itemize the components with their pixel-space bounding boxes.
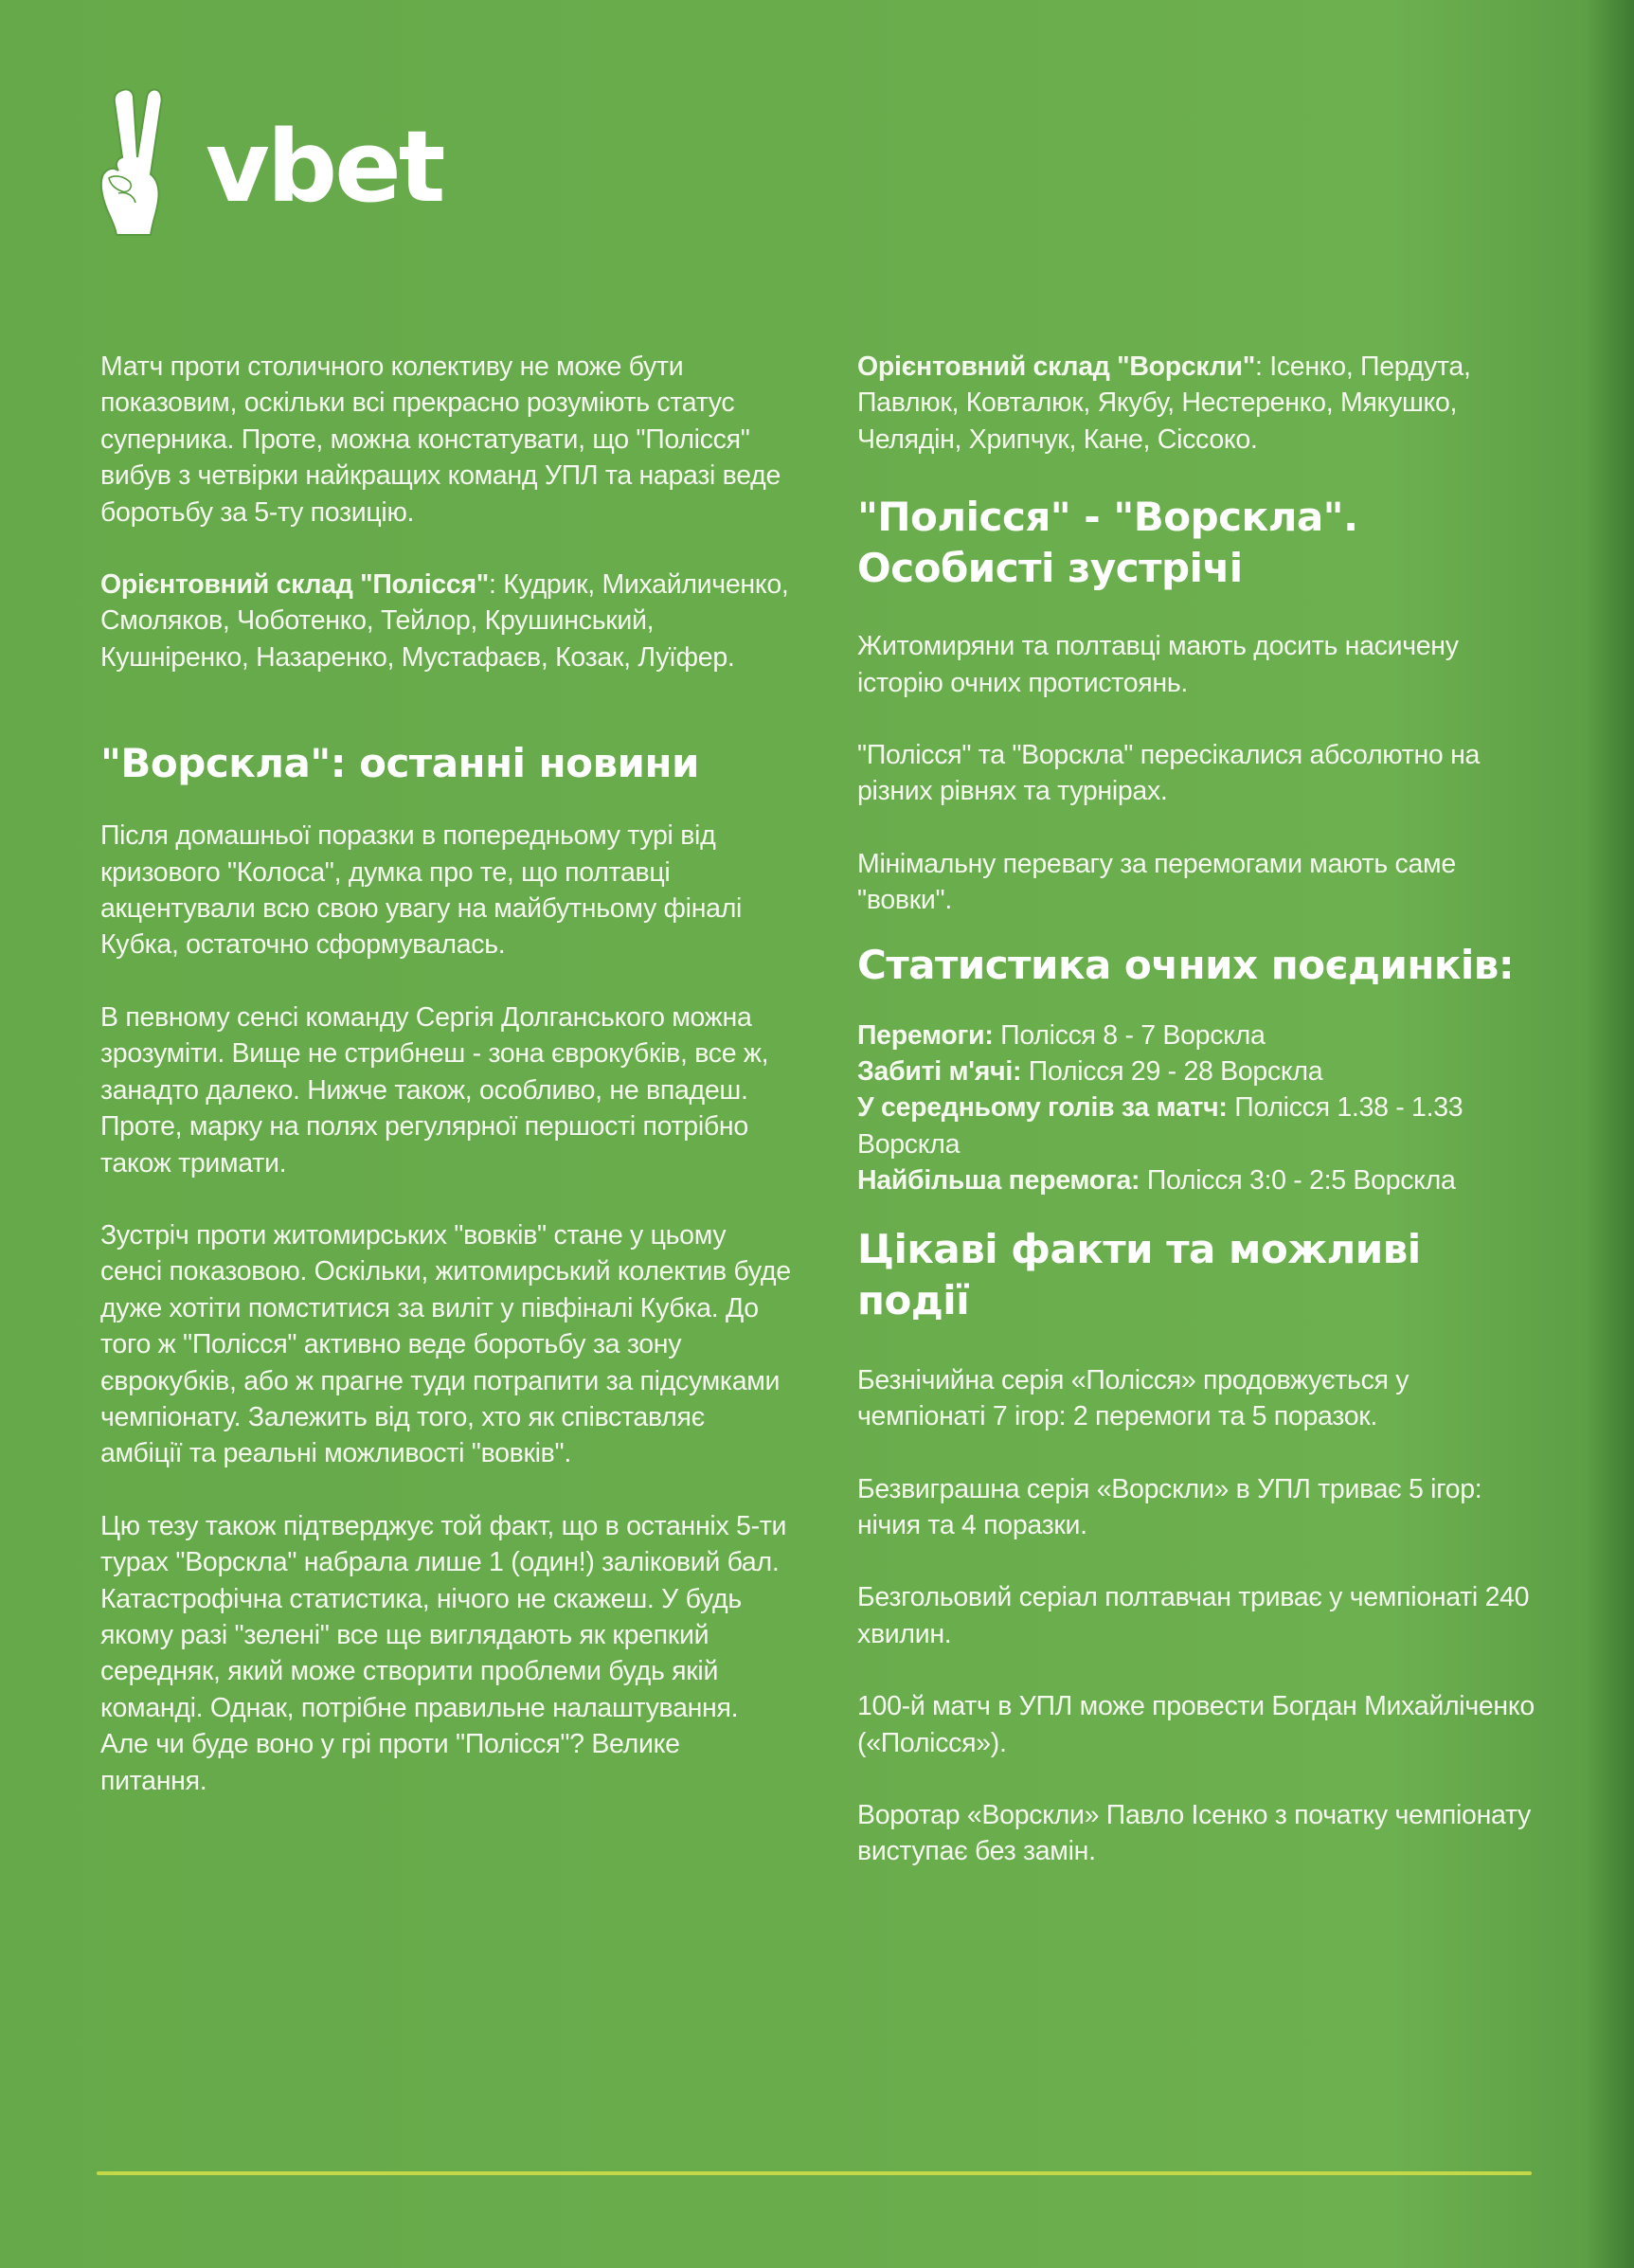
stat-row: [857, 1017, 1539, 1053]
stat-label: Найбільша перемога:: [857, 1165, 1140, 1197]
vbet-wordmark: vbet: [206, 109, 443, 225]
stats-heading: Статистика очних поєдинків:: [857, 941, 1515, 988]
fact-item: Безнічийна серія «Полісся» продовжується у чемпіонаті 7 ігор: 2 перемоги та 5 поразок.: [857, 1364, 1410, 1432]
victory-hand-icon: [99, 83, 177, 244]
news-paragraph: Після домашньої поразки в попередньому турі від кризового "Колоса", думка про те, що полтавці акцентували всю свою увагу на майбутньому фіналі Кубка, остаточно сформувалась.: [100, 820, 743, 961]
vorskla-news-heading: "Ворскла": останні новини: [100, 740, 699, 787]
stat-label: У середньому голів за матч:: [857, 1092, 1228, 1124]
stats-list: [857, 1017, 1539, 1199]
fact-item: 100-й матч в УПЛ може провести Богдан Михайліченко («Полісся»).: [857, 1691, 1535, 1758]
vorskla-lineup-players: : Ісенко, Пердута, Павлюк, Ковталюк, Якубу, Нестеренко, Мякушко, Челядін, Хрипчук, Кане, Сіссоко.: [857, 351, 1471, 455]
polissia-lineup-players: : Кудрик, Михайличенко, Смоляков, Чоботенко, Тейлор, Крушинський, Кушніренко, Назаренко, Мустафаєв, Козак, Луїфер.: [100, 569, 789, 673]
polissia-lineup: [100, 567, 792, 675]
h2h-paragraph: Житомиряни та полтавці мають досить насичену історію очних протистоянь.: [857, 631, 1459, 698]
stat-row: [857, 1089, 1539, 1162]
stat-value: Полісся 1.38 - 1.33 Ворскла: [857, 1092, 1463, 1160]
h2h-paragraph: Мінімальну перевагу за перемогами мають саме "вовки".: [857, 848, 1456, 916]
left-column: [100, 349, 792, 1835]
stat-value: Полісся 29 - 28 Ворскла: [1021, 1056, 1323, 1088]
vorskla-lineup: [857, 349, 1539, 458]
stat-label: Перемоги:: [857, 1019, 994, 1051]
intro-paragraph: Матч проти столичного колективу не може бути показовим, оскільки всі прекрасно розуміють статус суперника. Проте, можна констатувати, що "Полісся" вибув з четвірки найкращих команд УПЛ та наразі веде боротьбу за 5-ту позицію.: [100, 351, 781, 528]
news-paragraph: В певному сенсі команду Сергія Долганського можна зрозуміти. Вище не стрибнеш - зона єврокубків, все ж, занадто далеко. Нижче також, особливо, не впадеш. Проте, марку на полях регулярної першості потрібно також тримати.: [100, 1001, 769, 1179]
polissia-lineup-label: Орієнтовний склад "Полісся": [100, 569, 490, 601]
fact-item: Безвиграшна серія «Ворскли» в УПЛ триває 5 ігор: нічия та 4 поразки.: [857, 1473, 1482, 1540]
footer-divider: [97, 2171, 1532, 2175]
stat-value: Полісся 3:0 - 2:5 Ворскла: [1140, 1165, 1456, 1197]
h2h-heading: "Полісся" - "Ворскла". Особисті зустрічі: [857, 494, 1358, 592]
stat-row: [857, 1053, 1539, 1089]
news-paragraph: Цю тезу також підтверджує той факт, що в останніх 5-ти турах "Ворскла" набрала лише 1 (один!) заліковий бал. Катастрофічна статистика, нічого не скажеш. У будь якому разі "зелені" все ще виглядають як крепкий середняк, який може створити проблеми будь якій команді. Однак, потрібне правильне налаштування. Але чи буде воно у грі проти "Полісся"? Велике питання.: [100, 1510, 787, 1796]
news-paragraph: Зустріч проти житомирських "вовків" стане у цьому сенсі показовою. Оскільки, житомирський колектив буде дуже хотіти помститися за виліт у півфіналі Кубка. До того ж "Полісся" активно веде боротьбу за зону єврокубків, або ж прагне туди потрапити за підсумками чемпіонату. Залежить від того, хто як співставляє амбіції та реальні можливості "вовків".: [100, 1219, 791, 1469]
vorskla-lineup-label: Орієнтовний склад "Ворскли": [857, 351, 1255, 382]
fact-item: Воротар «Ворскли» Павло Ісенко з початку чемпіонату виступає без замін.: [857, 1799, 1531, 1867]
right-column: [857, 349, 1539, 1906]
vbet-logo: [99, 83, 443, 244]
facts-heading: Цікаві факти та можливі події: [857, 1225, 1421, 1323]
stat-label: Забиті м'ячі:: [857, 1056, 1022, 1088]
fact-item: Безгольовий серіал полтавчан триває у чемпіонаті 240 хвилин.: [857, 1582, 1530, 1649]
stat-row: [857, 1162, 1539, 1198]
h2h-paragraph: "Полісся" та "Ворскла" пересікалися абсолютно на різних рівнях та турнірах.: [857, 740, 1481, 807]
stat-value: Полісся 8 - 7 Ворскла: [993, 1019, 1266, 1051]
